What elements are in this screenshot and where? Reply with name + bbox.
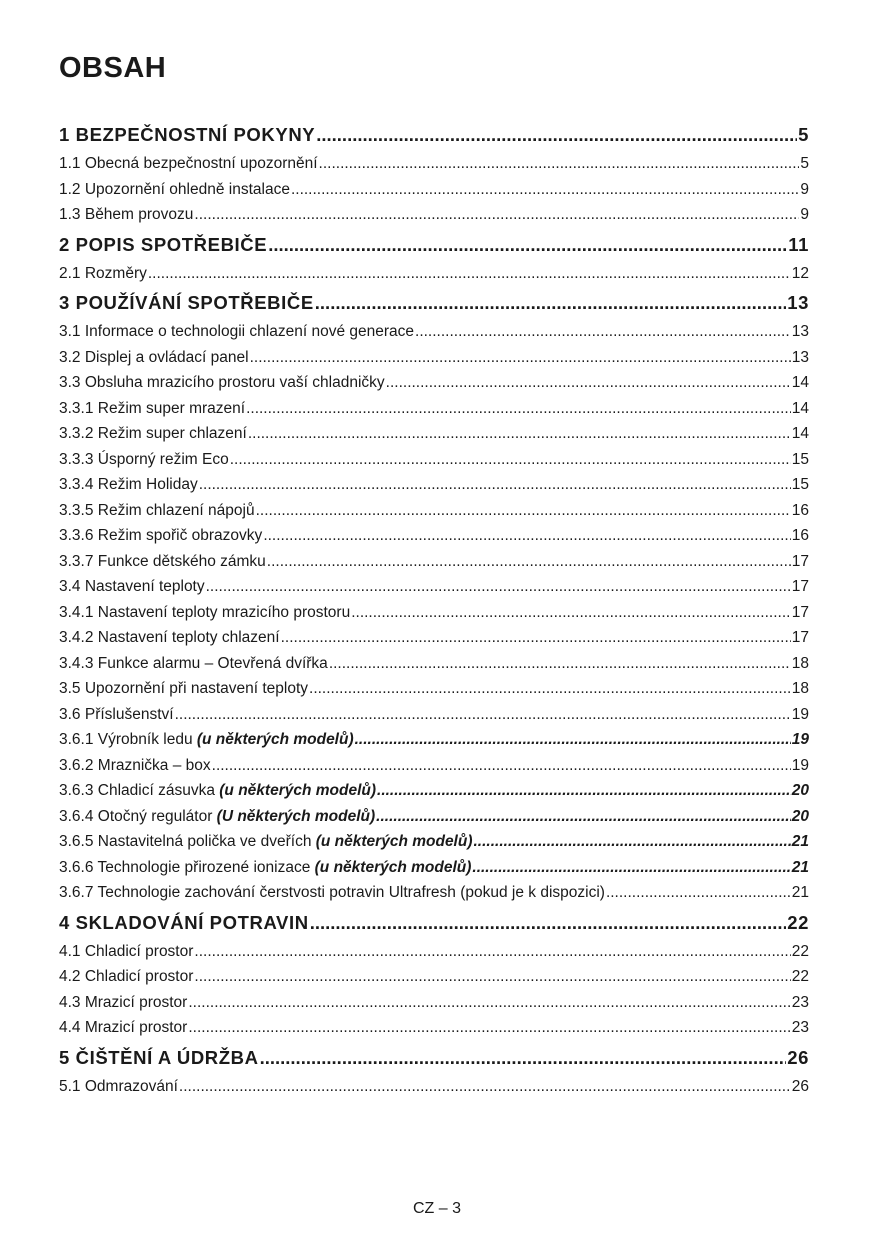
toc-section-entry[interactable]	[59, 151, 809, 177]
toc-leader-dots	[606, 880, 791, 906]
toc-section-entry[interactable]	[59, 261, 809, 287]
toc-leader-dots	[188, 990, 790, 1016]
toc-page-number: 22	[791, 942, 809, 960]
toc-section-entry[interactable]	[59, 855, 809, 881]
toc-section-entry[interactable]	[59, 472, 809, 498]
toc-entry-label: 5 ČIŠTĚNÍ A ÚDRŽBA	[59, 1046, 259, 1068]
toc-entry-label: 3.3.3 Úsporný režim Eco	[59, 450, 229, 468]
toc-leader-dots	[256, 498, 791, 524]
toc-leader-dots	[206, 574, 791, 600]
toc-page-number: 19	[791, 731, 809, 748]
toc-leader-dots	[474, 829, 791, 855]
toc-page-number: 23	[791, 993, 809, 1011]
toc-leader-dots	[472, 855, 790, 881]
toc-entry-label: 3.4.1 Nastavení teploty mrazicího prostoru	[59, 603, 351, 621]
toc-section-entry[interactable]	[59, 804, 809, 830]
table-of-contents	[59, 118, 809, 1099]
toc-leader-dots	[386, 370, 791, 396]
toc-entry-label: 3.3.5 Režim chlazení nápojů	[59, 501, 255, 519]
toc-entry-label: 3.6.7 Technologie zachování čerstvosti potravin Ultrafresh (pokud je k dispozici)	[59, 884, 605, 901]
toc-leader-dots	[315, 286, 786, 319]
toc-leader-dots	[260, 1041, 787, 1074]
toc-section-entry[interactable]	[59, 990, 809, 1016]
toc-entry-label: 3.1 Informace o technologii chlazení nové generace	[59, 323, 415, 340]
toc-page-number: 17	[791, 629, 809, 646]
toc-page-number: 15	[791, 476, 809, 493]
toc-page-number: 22	[787, 911, 809, 933]
toc-leader-dots	[188, 1015, 790, 1041]
toc-section-entry[interactable]	[59, 319, 809, 345]
toc-page-number: 12	[791, 264, 809, 282]
toc-entry-label: 1.3 Během provozu	[59, 206, 194, 223]
toc-entry-label: 2.1 Rozměry	[59, 264, 147, 282]
toc-entry-label: 4.2 Chladicí prostor	[59, 968, 194, 985]
toc-page-number: 19	[791, 705, 809, 723]
toc-section-entry[interactable]	[59, 523, 809, 549]
toc-page-number: 18	[791, 654, 809, 672]
toc-page-number: 23	[791, 1019, 809, 1036]
toc-section-entry[interactable]	[59, 829, 809, 855]
toc-section-entry[interactable]	[59, 202, 809, 228]
toc-entry-label: 1 BEZPEČNOSTNÍ POKYNY	[59, 124, 316, 145]
toc-entry-label: 3.6.6 Technologie přirozené ionizace (u některých modelů)	[59, 858, 472, 876]
toc-page-number: 17	[791, 603, 809, 621]
toc-page-number: 9	[800, 206, 809, 223]
toc-page-number: 13	[787, 292, 809, 313]
toc-section-entry[interactable]	[59, 964, 809, 990]
toc-page-number: 26	[787, 1046, 809, 1068]
toc-leader-dots	[268, 228, 787, 261]
toc-leader-dots	[199, 472, 791, 498]
toc-section-entry[interactable]	[59, 1015, 809, 1041]
toc-page-number: 11	[788, 233, 809, 255]
toc-entry-label: 3.3.1 Režim super mrazení	[59, 399, 246, 417]
toc-entry-label: 3.3 Obsluha mrazicího prostoru vaší chladničky	[59, 374, 385, 391]
toc-page-number: 26	[791, 1077, 809, 1095]
toc-entry-label: 3.3.4 Režim Holiday	[59, 476, 198, 493]
toc-leader-dots	[309, 676, 791, 702]
toc-leader-dots	[194, 202, 799, 228]
toc-section-entry[interactable]	[59, 727, 809, 753]
toc-chapter-entry[interactable]	[59, 118, 809, 151]
toc-page-number: 14	[791, 374, 809, 391]
toc-section-entry[interactable]	[59, 421, 809, 447]
toc-page-number: 22	[791, 968, 809, 985]
toc-page-number: 20	[791, 807, 809, 825]
toc-page-number: 5	[798, 124, 809, 145]
toc-entry-note: (u některých modelů)	[196, 731, 354, 748]
toc-entry-label: 3.3.7 Funkce dětského zámku	[59, 552, 266, 570]
toc-entry-label: 1.2 Upozornění ohledně instalace	[59, 180, 290, 198]
toc-section-entry[interactable]	[59, 447, 809, 473]
toc-section-entry[interactable]	[59, 651, 809, 677]
toc-page-number: 13	[791, 323, 809, 340]
toc-page-number: 17	[791, 552, 809, 570]
toc-section-entry[interactable]	[59, 574, 809, 600]
toc-page-number: 20	[791, 782, 809, 799]
toc-entry-label: 5.1 Odmrazování	[59, 1077, 178, 1095]
toc-entry-label: 3.6.5 Nastavitelná polička ve dveřích (u některých modelů)	[59, 833, 473, 850]
toc-section-entry[interactable]	[59, 625, 809, 651]
toc-page-number: 21	[791, 858, 809, 876]
toc-page-number: 15	[791, 450, 809, 468]
toc-entry-label: 3.4.3 Funkce alarmu – Otevřená dvířka	[59, 654, 328, 672]
toc-entry-label: 3.6.2 Mraznička – box	[59, 756, 211, 774]
toc-section-entry[interactable]	[59, 753, 809, 779]
toc-page-number: 14	[791, 399, 809, 417]
toc-entry-label: 4.3 Mrazicí prostor	[59, 993, 188, 1011]
toc-entry-label: 3.3.6 Režim spořič obrazovky	[59, 527, 263, 544]
toc-entry-label: 1.1 Obecná bezpečnostní upozornění	[59, 155, 318, 172]
toc-entry-label: 3.3.2 Režim super chlazení	[59, 425, 247, 442]
toc-leader-dots	[316, 118, 797, 151]
toc-page-number: 5	[800, 155, 809, 172]
toc-leader-dots	[267, 549, 791, 575]
toc-entry-label: 3.6.3 Chladicí zásuvka (u některých modelů)	[59, 782, 377, 799]
toc-section-entry[interactable]	[59, 778, 809, 804]
toc-leader-dots	[319, 151, 800, 177]
toc-entry-label: 4.4 Mrazicí prostor	[59, 1019, 188, 1036]
toc-page-number: 21	[791, 833, 809, 850]
toc-entry-label: 3.6 Příslušenství	[59, 705, 174, 723]
toc-section-entry[interactable]	[59, 600, 809, 626]
toc-section-entry[interactable]	[59, 396, 809, 422]
toc-section-entry[interactable]	[59, 880, 809, 906]
toc-entry-label: 4.1 Chladicí prostor	[59, 942, 194, 960]
toc-page-number: 16	[791, 527, 809, 544]
toc-leader-dots	[250, 345, 791, 371]
toc-leader-dots	[329, 651, 791, 677]
toc-entry-note: (u některých modelů)	[219, 782, 377, 799]
toc-entry-note: (u některých modelů)	[315, 833, 473, 850]
toc-chapter-entry[interactable]	[59, 906, 809, 939]
toc-page-number: 17	[791, 578, 809, 595]
toc-section-entry[interactable]	[59, 702, 809, 728]
toc-leader-dots	[351, 600, 791, 626]
toc-chapter-entry[interactable]	[59, 228, 809, 261]
toc-section-entry[interactable]	[59, 549, 809, 575]
toc-section-entry[interactable]	[59, 370, 809, 396]
toc-leader-dots	[175, 702, 791, 728]
toc-leader-dots	[248, 421, 791, 447]
toc-leader-dots	[179, 1074, 791, 1100]
toc-leader-dots	[415, 319, 791, 345]
page-title: OBSAH	[59, 52, 167, 84]
toc-entry-label: 3.4 Nastavení teploty	[59, 578, 205, 595]
toc-leader-dots	[148, 261, 791, 287]
toc-chapter-entry[interactable]	[59, 1041, 809, 1074]
toc-leader-dots	[310, 906, 787, 939]
toc-entry-label: 3.6.1 Výrobník ledu (u některých modelů)	[59, 731, 354, 748]
toc-section-entry[interactable]	[59, 939, 809, 965]
toc-entry-label: 3 POUŽÍVÁNÍ SPOTŘEBIČE	[59, 292, 314, 313]
toc-leader-dots	[291, 177, 799, 203]
toc-page-number: 9	[800, 180, 809, 198]
toc-leader-dots	[194, 964, 790, 990]
toc-section-entry[interactable]	[59, 498, 809, 524]
toc-section-entry[interactable]	[59, 177, 809, 203]
toc-section-entry[interactable]	[59, 1074, 809, 1100]
toc-leader-dots	[377, 778, 791, 804]
toc-entry-label: 3.5 Upozornění při nastavení teploty	[59, 680, 309, 697]
toc-section-entry[interactable]	[59, 345, 809, 371]
toc-leader-dots	[355, 727, 791, 753]
toc-page-number: 14	[791, 425, 809, 442]
toc-leader-dots	[263, 523, 790, 549]
toc-leader-dots	[246, 396, 791, 422]
toc-entry-note: (u některých modelů)	[314, 858, 472, 876]
toc-entry-label: 3.4.2 Nastavení teploty chlazení	[59, 629, 280, 646]
toc-entry-label: 4 SKLADOVÁNÍ POTRAVIN	[59, 911, 309, 933]
toc-leader-dots	[212, 753, 791, 779]
toc-leader-dots	[230, 447, 791, 473]
toc-section-entry[interactable]	[59, 676, 809, 702]
toc-entry-note: (U některých modelů)	[216, 807, 376, 825]
toc-entry-label: 3.2 Displej a ovládací panel	[59, 348, 249, 366]
toc-leader-dots	[281, 625, 791, 651]
toc-leader-dots	[376, 804, 791, 830]
toc-leader-dots	[194, 939, 790, 965]
toc-chapter-entry[interactable]	[59, 286, 809, 319]
toc-page-number: 19	[791, 756, 809, 774]
toc-entry-label: 3.6.4 Otočný regulátor (U některých modelů)	[59, 807, 376, 825]
toc-page-number: 18	[791, 680, 809, 697]
toc-page-number: 13	[791, 348, 809, 366]
toc-entry-label: 2 POPIS SPOTŘEBIČE	[59, 233, 268, 255]
toc-page-number: 21	[791, 884, 809, 901]
toc-page-number: 16	[791, 501, 809, 519]
page-footer: CZ – 3	[412, 1200, 461, 1217]
